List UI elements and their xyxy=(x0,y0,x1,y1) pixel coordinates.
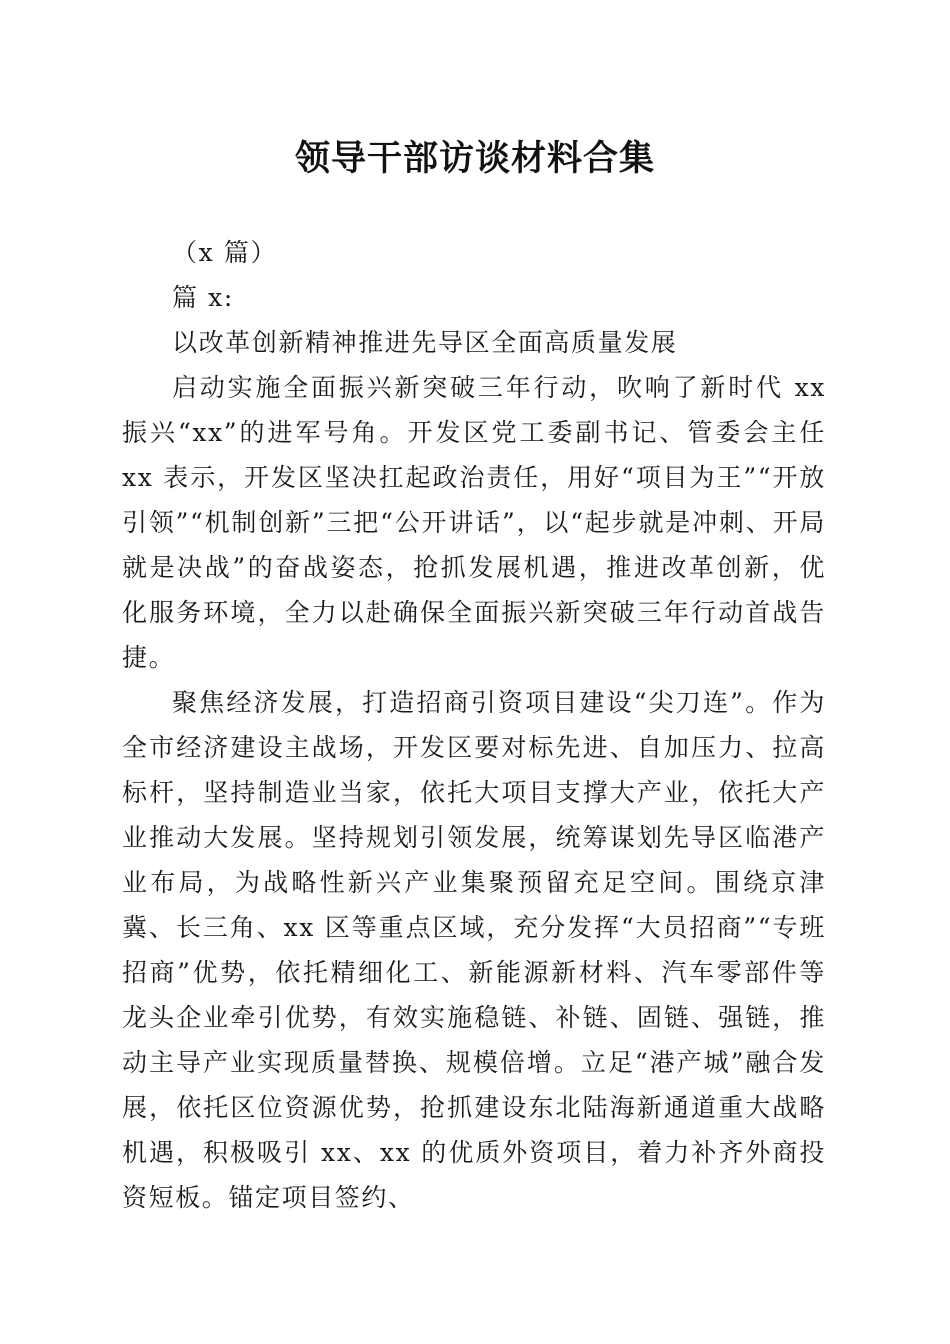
article-title: 以改革创新精神推进先导区全面高质量发展 xyxy=(172,328,678,357)
paragraph-2: 聚焦经济发展，打造招商引资项目建设“尖刀连”。作为全市经济建设主战场，开发区要对标先进、自加压力、拉高标杆，坚持制造业当家，依托大项目支撑大产业，依托大产业推动大发展。坚持规划引领发展，统筹谋划先导区临港产业布局，为战略性新兴产业集聚预留充足空间。围绕京津冀、长三角、xx 区等重点区域，充分发挥“大员招商”“专班招商”优势，依托精细化工、新能源新材料、汽车零部件等龙头企业牵引优势，有效实施稳链、补链、固链、强链，推动主导产业实现质量替换、规模倍增。立足“港产城”融合发展，依托区位资源优势，抢抓建设东北陆海新通道重大战略机遇，积极吸引 xx、xx 的优质外资项目，着力补齐外商投资短板。锚定项目签约、 xyxy=(122,688,826,1212)
article-label: 篇 x: xyxy=(172,283,234,312)
paragraph-1: 启动实施全面振兴新突破三年行动，吹响了新时代 xx 振兴“xx”的进军号角。开发区党工委副书记、管委会主任 xx 表示，开发区坚决扛起政治责任，用好“项目为王”“开放引领”“机制创新”三把“公开讲话”，以“起步就是冲刺、开局就是决战”的奋战姿态，抢抓发展机遇，推进改革创新，优化服务环境，全力以赴确保全面振兴新突破三年行动首战告捷。 xyxy=(122,373,826,672)
count-line: （x 篇） xyxy=(172,238,278,267)
document-title: 领导干部访谈材料合集 xyxy=(294,138,655,179)
document-body xyxy=(122,230,826,1220)
